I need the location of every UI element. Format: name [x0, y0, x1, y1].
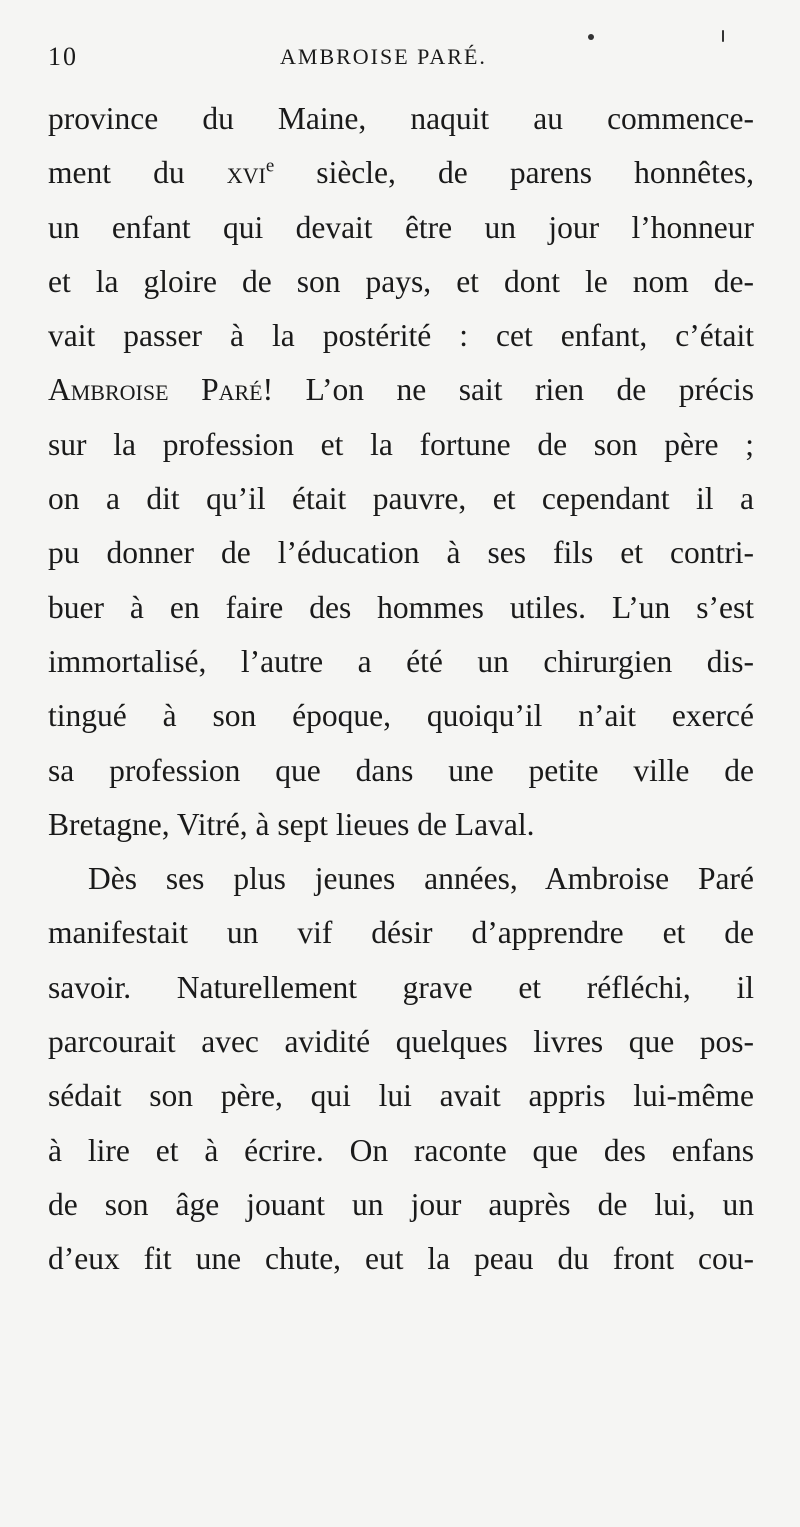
text-line: sa profession que dans une petite ville de	[48, 752, 754, 788]
text-line: à lire et à écrire. On raconte que des enfans	[48, 1132, 754, 1168]
running-title: AMBROISE PARÉ.	[280, 44, 487, 69]
text-line: d’eux fit une chute, eut la peau du front cou-	[48, 1241, 754, 1277]
text-line-start: ment du	[48, 155, 227, 191]
body-text	[48, 92, 754, 1287]
text-line: immortalisé, l’autre a été un chirurgien dis-	[48, 643, 754, 679]
text-line: buer à en faire des hommes utiles. L’un s’est	[48, 589, 754, 625]
text-line: de son âge jouant un jour auprès de lui, un	[48, 1186, 754, 1222]
text-line: on a dit qu’il était pauvre, et cependant il a	[48, 481, 754, 517]
text-line: sur la profession et la fortune de son père ;	[48, 426, 754, 462]
running-head	[48, 42, 758, 74]
century-numeral: xvi	[226, 155, 266, 191]
text-line: tingué à son époque, quoiqu’il n’ait exercé	[48, 698, 754, 734]
paragraph-first-line: Dès ses plus jeunes années, Ambroise Paré	[88, 861, 754, 897]
text-line-end: siècle, de parens honnêtes,	[274, 155, 754, 191]
text-line: sédait son père, qui lui avait appris lui-même	[48, 1078, 754, 1114]
century-superscript: e	[265, 155, 275, 177]
text-line	[48, 363, 754, 417]
text-line: un enfant qui devait être un jour l’honneur	[48, 209, 754, 245]
text-line: parcourait avec avidité quelques livres que pos-	[48, 1024, 754, 1060]
ink-speck	[722, 30, 724, 42]
text-line	[48, 146, 754, 200]
text-line-end: ! L’on ne sait rien de précis	[262, 372, 754, 408]
text-line: vait passer à la postérité : cet enfant, c’était	[48, 318, 754, 354]
author-name: Ambroise Paré	[48, 372, 263, 408]
text-line: pu donner de l’éducation à ses fils et contri-	[48, 535, 754, 571]
text-line: manifestait un vif désir d’apprendre et de	[48, 915, 754, 951]
text-line: savoir. Naturellement grave et réfléchi, il	[48, 969, 754, 1005]
paragraph-last-line: Bretagne, Vitré, à sept lieues de Laval.	[48, 806, 535, 842]
text-line: province du Maine, naquit au commence-	[48, 101, 754, 136]
text-line: et la gloire de son pays, et dont le nom de-	[48, 263, 754, 299]
ink-speck	[588, 34, 594, 40]
page-number: 10	[48, 42, 78, 71]
